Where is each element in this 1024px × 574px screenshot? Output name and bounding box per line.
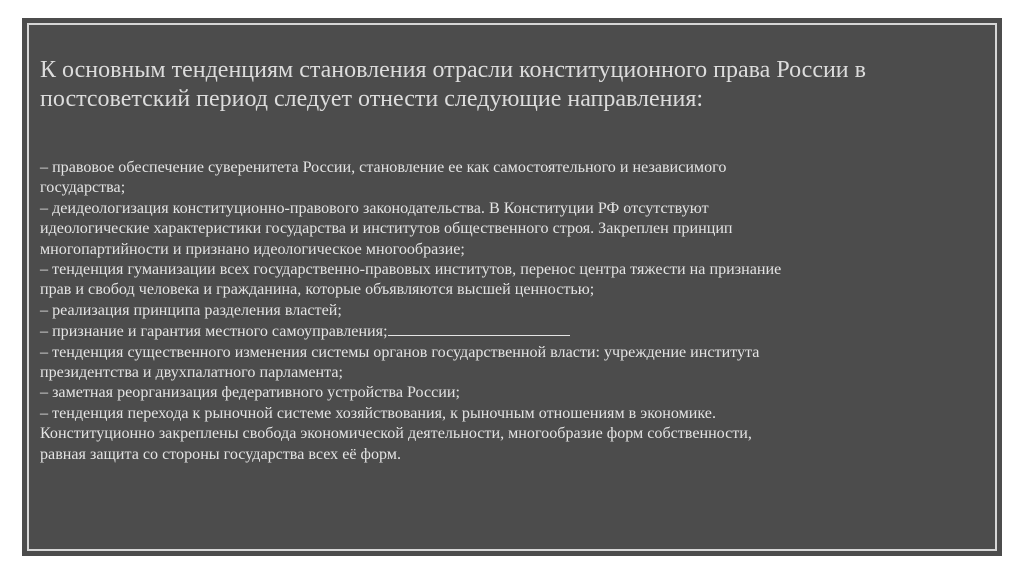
body-line: – тенденция существенного изменения системы органов государственной власти: учреждение института: [40, 343, 760, 361]
body-line: – деидеологизация конституционно-правового законодательства. В Конституции РФ отсутствуют: [40, 199, 709, 217]
body-line: – заметная реорганизация федеративного устройства России;: [40, 384, 460, 402]
body-line: – правовое обеспечение суверенитета России, становление ее как самостоятельного и независимого: [40, 159, 727, 176]
body-line: президентства и двухпалатного парламента;: [40, 364, 344, 382]
body-line: идеологические характеристики государства и институтов общественного строя. Закреплен принцип: [40, 220, 733, 238]
body-line: – реализация принципа разделения властей;: [40, 301, 342, 319]
body-line: равная защита со стороны государства всех её форм.: [40, 445, 402, 463]
body-line: – тенденция гуманизации всех государственно-правовых институтов, перенос центра тяжести на признание: [40, 261, 782, 279]
slide: [22, 18, 1002, 556]
body-line: прав и свобод человека и гражданина, которые объявляются высшей ценностью;: [40, 281, 595, 299]
body-line: Конституционно закреплены свобода экономической деятельности, многообразие форм собственности,: [40, 425, 752, 443]
body-line-with-blank: [40, 321, 920, 342]
body-line: многопартийности и признано идеологическое многообразие;: [40, 240, 465, 258]
heading-line: К основным тенденциям становления отрасли конституционного права России в: [40, 57, 866, 83]
slide-body-text: [40, 158, 920, 465]
body-line-text: – признание и гарантия местного самоуправления;: [40, 323, 388, 341]
body-line: – тенденция перехода к рыночной системе хозяйствования, к рыночным отношениям в экономике.: [40, 404, 716, 422]
slide-heading: [40, 56, 940, 114]
heading-line: постсоветский период следует отнести следующие направления:: [40, 86, 704, 112]
body-line: государства;: [40, 179, 126, 197]
underline-blank: [388, 321, 570, 336]
